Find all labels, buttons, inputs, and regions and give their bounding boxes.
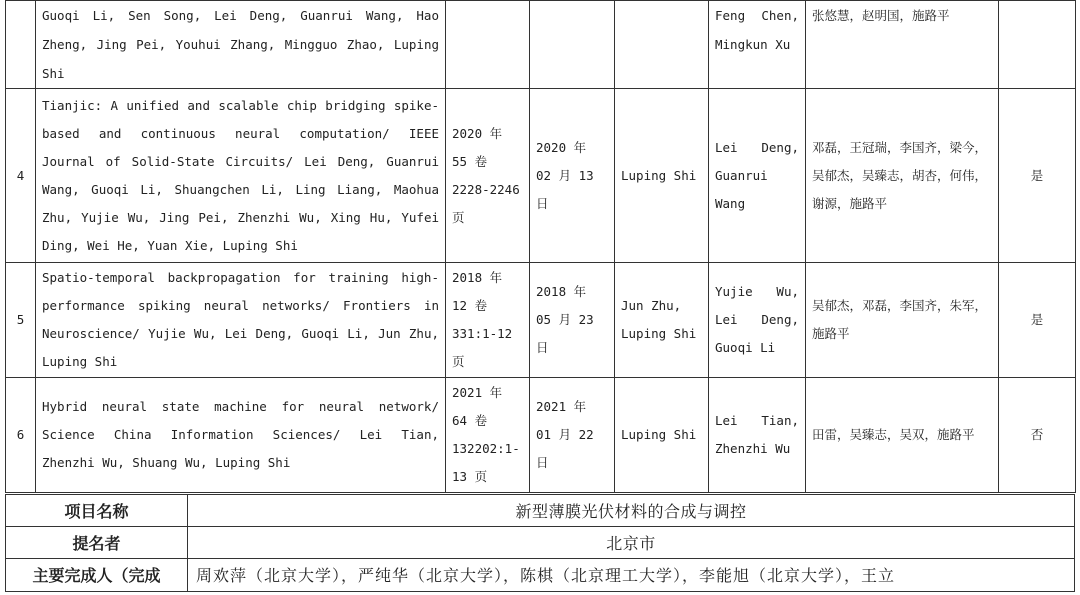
table-row — [6, 89, 1076, 263]
paper-first-author: Feng Chen, Mingkun Xu — [709, 1, 806, 89]
paper-flag: 是 — [999, 263, 1076, 378]
paper-title: Guoqi Li, Sen Song, Lei Deng, Guanrui Wang, Hao Zheng, Jing Pei, Youhui Zhang, Mingguo Zhao, Luping Shi — [36, 1, 446, 89]
paper-flag: 是 — [999, 89, 1076, 263]
table-row — [6, 378, 1076, 493]
paper-index: 5 — [6, 263, 36, 378]
project-info-table — [5, 494, 1075, 592]
paper-first-author: Lei Tian, Zhenzhi Wu — [709, 378, 806, 493]
paper-date — [530, 1, 615, 89]
paper-corresponding-author — [615, 1, 709, 89]
paper-domestic-authors: 田雷，吴臻志，吴双，施路平 — [806, 378, 999, 493]
project-name-label: 项目名称 — [6, 495, 188, 527]
contributors-value: 周欢萍（北京大学），严纯华（北京大学），陈棋（北京理工大学），李能旭（北京大学），王立 — [188, 559, 1075, 592]
paper-index — [6, 1, 36, 89]
contributors-label: 主要完成人（完成 — [6, 559, 188, 592]
paper-volume — [446, 1, 530, 89]
paper-volume: 2021 年 64 卷 132202:1-13 页 — [446, 378, 530, 493]
nominator-label: 提名者 — [6, 527, 188, 559]
paper-first-author: Lei Deng, Guanrui Wang — [709, 89, 806, 263]
paper-date: 2020 年 02 月 13 日 — [530, 89, 615, 263]
paper-volume: 2020 年 55 卷 2228-2246 页 — [446, 89, 530, 263]
paper-title: Spatio-temporal backpropagation for training high-performance spiking neural networks/ Frontiers in Neuroscience/ Yujie Wu, Lei Deng, Guoqi Li, Jun Zhu, Luping Shi — [36, 263, 446, 378]
paper-first-author: Yujie Wu, Lei Deng, Guoqi Li — [709, 263, 806, 378]
paper-corresponding-author: Luping Shi — [615, 378, 709, 493]
paper-index: 4 — [6, 89, 36, 263]
project-name-value: 新型薄膜光伏材料的合成与调控 — [188, 495, 1075, 527]
paper-date: 2018 年 05 月 23 日 — [530, 263, 615, 378]
paper-title: Hybrid neural state machine for neural network/ Science China Information Sciences/ Lei Tian, Zhenzhi Wu, Shuang Wu, Luping Shi — [36, 378, 446, 493]
papers-table — [5, 0, 1076, 493]
paper-corresponding-author: Luping Shi — [615, 89, 709, 263]
paper-domestic-authors: 吴郁杰，邓磊，李国齐，朱军，施路平 — [806, 263, 999, 378]
paper-flag — [999, 1, 1076, 89]
paper-flag: 否 — [999, 378, 1076, 493]
paper-domestic-authors: 张悠慧，赵明国，施路平 — [806, 1, 999, 89]
paper-corresponding-author: Jun Zhu, Luping Shi — [615, 263, 709, 378]
paper-date: 2021 年 01 月 22 日 — [530, 378, 615, 493]
paper-domestic-authors: 邓磊，王冠瑞，李国齐，梁今，吴郁杰，吴臻志，胡杏，何伟，谢源，施路平 — [806, 89, 999, 263]
table-row — [6, 1, 1076, 89]
nominator-value: 北京市 — [188, 527, 1075, 559]
table-row — [6, 263, 1076, 378]
paper-volume: 2018 年 12 卷 331:1-12 页 — [446, 263, 530, 378]
paper-title: Tianjic: A unified and scalable chip bridging spike-based and continuous neural computation/ IEEE Journal of Solid-State Circuits/ Lei Deng, Guanrui Wang, Guoqi Li, Shuangchen Li, Ling Liang, Maohua Zhu, Yujie Wu, Jing Pei, Zhenzhi Wu, Xing Hu, Yufei Ding, Wei He, Yuan Xie, Luping Shi — [36, 89, 446, 263]
paper-index: 6 — [6, 378, 36, 493]
